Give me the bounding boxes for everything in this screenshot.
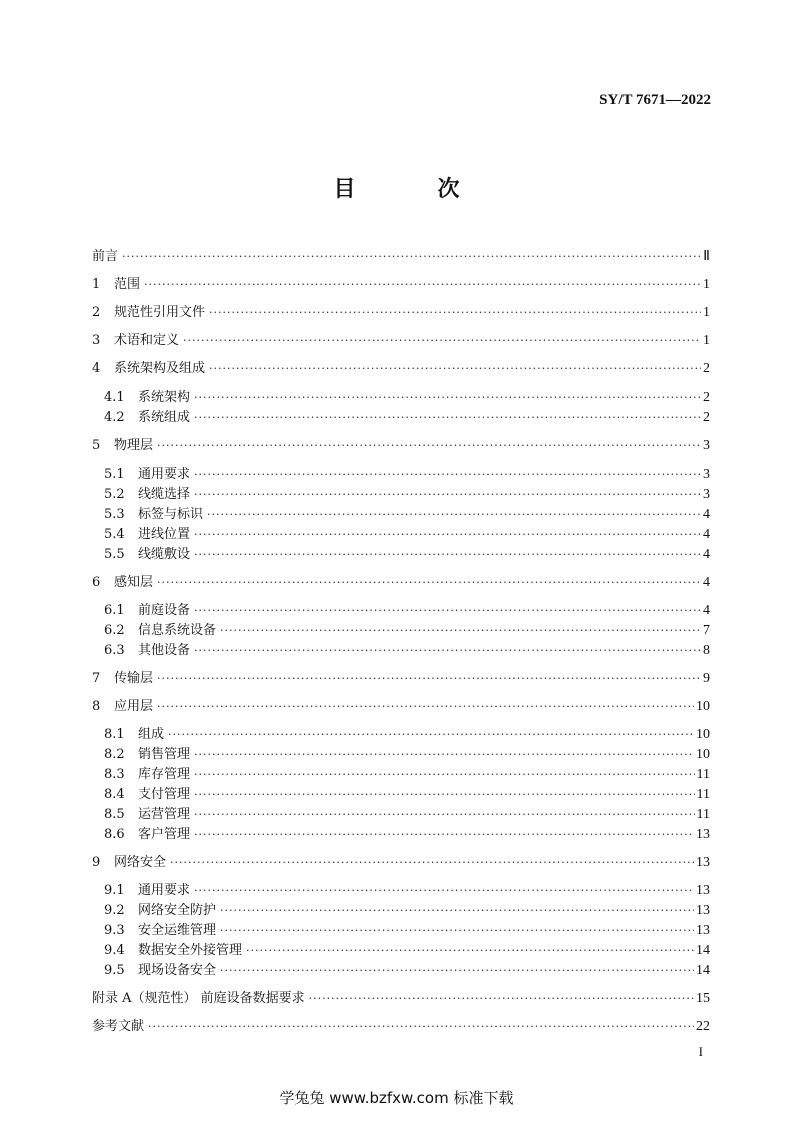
toc-entry-page: 3	[703, 467, 710, 482]
toc-leader-dots	[194, 389, 701, 407]
toc-entry-label: 客户管理	[138, 827, 191, 842]
toc-entry[interactable]	[92, 248, 710, 266]
toc-entry[interactable]	[92, 276, 710, 294]
toc-entry-page: 4	[703, 527, 710, 542]
toc-entry-number: 6.2	[104, 623, 125, 638]
toc-entry-label: 运营管理	[138, 807, 191, 822]
toc-leader-dots	[144, 276, 701, 294]
toc-entry-label: 系统架构及组成	[114, 361, 206, 376]
toc-leader-dots	[122, 248, 701, 266]
toc-entry-number: 7	[92, 671, 101, 686]
toc-entry-label: 数据安全外接管理	[138, 943, 243, 958]
toc-entry[interactable]	[92, 670, 710, 688]
toc-entry[interactable]	[92, 360, 710, 378]
toc-leader-dots	[157, 574, 701, 592]
toc-entry[interactable]	[104, 766, 710, 784]
toc-entry-number: 9.5	[104, 963, 125, 978]
toc-entry-label: 支付管理	[138, 787, 191, 802]
toc-entry-label: 网络安全防护	[138, 903, 217, 918]
toc-entry[interactable]	[104, 506, 710, 524]
toc-entry-label: 组成	[138, 727, 165, 742]
toc-entry-label: 进线位置	[138, 527, 191, 542]
toc-entry[interactable]	[104, 726, 710, 744]
toc-entry-page: 22	[696, 1019, 710, 1034]
toc-entry-page: 15	[696, 991, 710, 1006]
toc-entry-page: 7	[703, 623, 710, 638]
toc-entry-number: 8.4	[104, 787, 125, 802]
page-title: 目 次	[333, 177, 490, 202]
toc-entry-page: 13	[696, 903, 710, 918]
toc-entry-number: 8.1	[104, 727, 125, 742]
toc-entry[interactable]	[92, 304, 710, 322]
toc-entry[interactable]	[104, 546, 710, 564]
toc-entry[interactable]	[104, 962, 710, 980]
toc-entry-page: Ⅱ	[703, 249, 710, 264]
toc-leader-dots	[148, 1018, 694, 1036]
toc-leader-dots	[309, 990, 694, 1008]
toc-entry-page: 11	[696, 767, 710, 782]
toc-leader-dots	[194, 766, 695, 784]
toc-entry-label: 规范性引用文件	[114, 305, 206, 320]
toc-entry-number: 9	[92, 855, 101, 870]
toc-leader-dots	[157, 670, 701, 688]
toc-leader-dots	[194, 486, 701, 504]
toc-entry-page: 4	[703, 575, 710, 590]
toc-entry-page: 1	[703, 333, 710, 348]
toc-entry[interactable]	[104, 466, 710, 484]
toc-entry-label: 传输层	[114, 671, 154, 686]
toc-entry-number: 5.5	[104, 547, 125, 562]
toc-entry-label: 网络安全	[114, 855, 167, 870]
toc-entry-number: 9.3	[104, 923, 125, 938]
toc-entry-page: 10	[696, 699, 710, 714]
toc-leader-dots	[170, 854, 694, 872]
toc-entry-number: 2	[92, 305, 101, 320]
toc-leader-dots	[209, 304, 701, 322]
toc-entry-label: 线缆敷设	[138, 547, 191, 562]
toc-entry-label: 通用要求	[138, 467, 191, 482]
toc-entry-label: 范围	[114, 277, 141, 292]
toc-entry-page: 2	[703, 410, 710, 425]
toc-entry-number: 4.1	[104, 390, 125, 405]
toc-entry-label: 物理层	[114, 438, 154, 453]
toc-leader-dots	[194, 409, 701, 427]
toc-leader-dots	[194, 746, 694, 764]
toc-entry-page: 14	[696, 943, 710, 958]
toc-entry-label: 术语和定义	[114, 333, 180, 348]
toc-leader-dots	[220, 922, 694, 940]
toc-entry-page: 1	[703, 305, 710, 320]
toc-entry-page: 9	[703, 671, 710, 686]
toc-entry-number: 3	[92, 333, 101, 348]
toc-leader-dots	[157, 698, 694, 716]
toc-entry[interactable]	[104, 922, 710, 940]
toc-entry-page: 11	[696, 807, 710, 822]
toc-entry-label: 参考文献	[92, 1019, 145, 1034]
toc-entry-page: 4	[703, 603, 710, 618]
toc-entry-number: 9.4	[104, 943, 125, 958]
toc-entry[interactable]	[104, 786, 710, 804]
toc-leader-dots	[207, 506, 701, 524]
toc-leader-dots	[220, 622, 701, 640]
toc-leader-dots	[194, 642, 701, 660]
toc-entry-label: 库存管理	[138, 767, 191, 782]
toc-entry-number: 5.2	[104, 487, 125, 502]
toc-entry-label: 系统架构	[138, 390, 191, 405]
toc-leader-dots	[246, 942, 694, 960]
toc-entry-number: 9.1	[104, 883, 125, 898]
toc-entry-label: 销售管理	[138, 747, 191, 762]
toc-entry-page: 4	[703, 547, 710, 562]
toc-entry-page: 13	[696, 883, 710, 898]
toc-entry-page: 3	[703, 438, 710, 453]
toc-entry[interactable]	[104, 902, 710, 920]
toc-entry[interactable]	[104, 602, 710, 620]
toc-entry-page: 10	[696, 727, 710, 742]
site-watermark: 学兔兔 www.bzfxw.com 标准下载	[279, 1089, 514, 1107]
toc-entry-page: 14	[696, 963, 710, 978]
toc-entry-number: 5	[92, 438, 101, 453]
toc-entry-page: 10	[696, 747, 710, 762]
toc-entry[interactable]	[104, 486, 710, 504]
toc-entry[interactable]	[104, 806, 710, 824]
toc-entry-label: 信息系统设备	[138, 623, 217, 638]
toc-entry-number: 4.2	[104, 410, 125, 425]
toc-leader-dots	[194, 546, 701, 564]
toc-entry[interactable]	[104, 622, 710, 640]
toc-entry[interactable]	[104, 409, 710, 427]
toc-leader-dots	[183, 332, 701, 350]
toc-entry-label: 标签与标识	[138, 507, 204, 522]
toc-entry-number: 9.2	[104, 903, 125, 918]
toc-leader-dots	[209, 360, 701, 378]
toc-entry-number: 5.4	[104, 527, 125, 542]
toc-entry-number: 6	[92, 575, 101, 590]
toc-entry-label: 现场设备安全	[138, 963, 217, 978]
toc-entry-label: 通用要求	[138, 883, 191, 898]
toc-entry-number: 8.3	[104, 767, 125, 782]
toc-entry-page: 11	[696, 787, 710, 802]
page-number: I	[698, 1044, 703, 1059]
toc-entry-page: 2	[703, 390, 710, 405]
toc-entry[interactable]	[92, 574, 710, 592]
toc-entry[interactable]	[104, 642, 710, 660]
toc-entry-label: 其他设备	[138, 643, 191, 658]
toc-leader-dots	[168, 726, 694, 744]
toc-entry[interactable]	[92, 332, 710, 350]
toc-entry-page: 2	[703, 361, 710, 376]
toc-leader-dots	[194, 882, 694, 900]
toc-leader-dots	[194, 526, 701, 544]
toc-leader-dots	[157, 437, 701, 455]
toc-entry-page: 1	[703, 277, 710, 292]
toc-entry-label: 应用层	[114, 699, 154, 714]
toc-entry-number: 6.1	[104, 603, 125, 618]
toc-entry[interactable]	[92, 1018, 710, 1036]
toc-entry-label: 前庭设备	[138, 603, 191, 618]
toc-entry[interactable]	[104, 526, 710, 544]
toc-entry-page: 13	[696, 827, 710, 842]
toc-leader-dots	[220, 962, 694, 980]
toc-entry-page: 13	[696, 923, 710, 938]
toc-entry[interactable]	[92, 990, 710, 1008]
toc-entry-number: 4	[92, 361, 101, 376]
toc-entry[interactable]	[92, 698, 710, 716]
toc-entry[interactable]	[92, 437, 710, 455]
toc-leader-dots	[194, 466, 701, 484]
toc-entry-number: 1	[92, 277, 101, 292]
toc-entry-label: 感知层	[114, 575, 154, 590]
toc-leader-dots	[194, 806, 695, 824]
toc-entry-number: 8.5	[104, 807, 125, 822]
toc-entry-label: 附录 A（规范性） 前庭设备数据要求	[92, 991, 305, 1006]
toc-entry[interactable]	[104, 882, 710, 900]
toc-entry-page: 3	[703, 487, 710, 502]
toc-entry-label: 系统组成	[138, 410, 191, 425]
toc-leader-dots	[194, 826, 694, 844]
toc-entry-number: 5.3	[104, 507, 125, 522]
toc-leader-dots	[194, 786, 695, 804]
toc-entry-number: 8.2	[104, 747, 125, 762]
standard-number: SY/T 7671—2022	[599, 92, 711, 108]
toc-entry-label: 前言	[92, 249, 119, 264]
toc-entry-page: 13	[696, 855, 710, 870]
toc-entry[interactable]	[104, 942, 710, 960]
toc-entry[interactable]	[104, 746, 710, 764]
toc-leader-dots	[220, 902, 694, 920]
toc-entry-number: 6.3	[104, 643, 125, 658]
toc-entry[interactable]	[104, 826, 710, 844]
toc-leader-dots	[194, 602, 701, 620]
toc-entry[interactable]	[104, 389, 710, 407]
toc-entry[interactable]	[92, 854, 710, 872]
toc-entry-page: 8	[703, 643, 710, 658]
toc-entry-label: 线缆选择	[138, 487, 191, 502]
toc-entry-label: 安全运维管理	[138, 923, 217, 938]
toc-entry-number: 8.6	[104, 827, 125, 842]
toc-entry-number: 5.1	[104, 467, 125, 482]
toc-entry-page: 4	[703, 507, 710, 522]
toc-entry-number: 8	[92, 699, 101, 714]
